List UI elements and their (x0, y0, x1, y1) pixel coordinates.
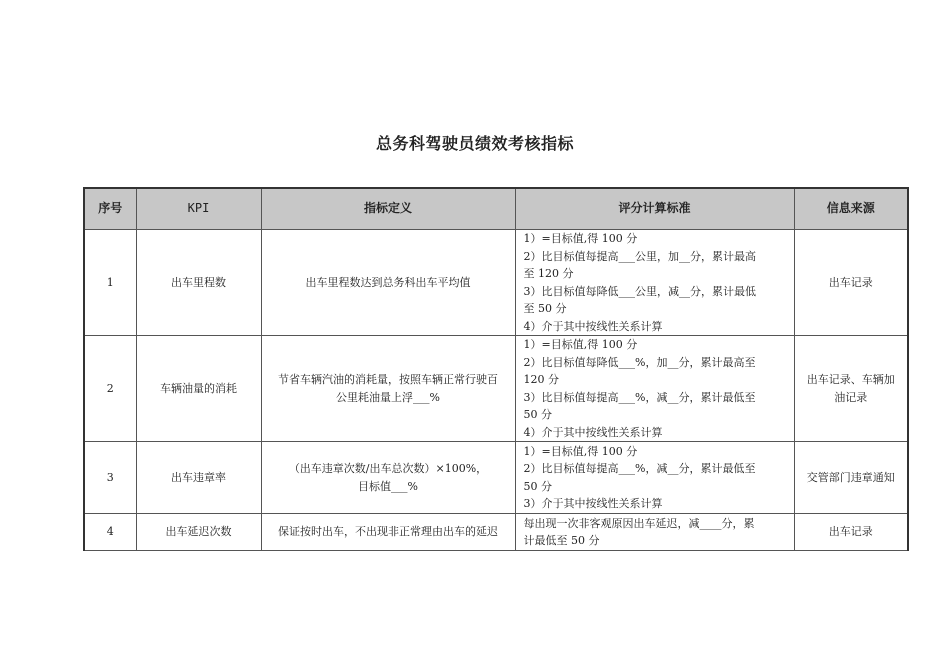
kpi-table (83, 187, 909, 551)
definition-line: 保证按时出车，不出现非正常理由出车的延迟 (278, 525, 498, 539)
criteria-line: 每出现一次非客观原因出车延迟，减____分，累 (523, 516, 755, 530)
criteria-line: 2）比目标值每提高___%，减__分，累计最低至 (523, 462, 756, 475)
criteria-line: 3）比目标值每提高___%，减__分，累计最低至 (523, 390, 756, 404)
row-source (794, 442, 908, 514)
criteria-line: 2）比目标值每降低___%，加__分，累计最高至 (523, 355, 756, 369)
definition-line: 公里耗油量上浮___% (336, 390, 440, 404)
criteria-line: 2）比目标值每提高___公里，加__分，累计最高 (523, 249, 756, 263)
header-kpi: KPI (136, 188, 261, 230)
criteria-line: 3）比目标值每降低___公里，减__分，累计最低 (523, 284, 756, 298)
header-criteria: 评分计算标准 (515, 188, 794, 230)
header-source: 信息来源 (794, 188, 908, 230)
criteria-line: 50 分 (523, 479, 552, 493)
table-header-row (84, 188, 908, 230)
row-definition (261, 514, 515, 551)
row-source (794, 514, 908, 551)
header-no: 序号 (84, 188, 136, 230)
criteria-line: 至 120 分 (523, 267, 574, 280)
row-number: 1 (84, 230, 136, 336)
row-criteria (515, 514, 794, 551)
row-kpi: 出车里程数 (136, 230, 261, 336)
header-definition: 指标定义 (261, 188, 515, 230)
row-number: 3 (84, 442, 136, 514)
criteria-line: 至 50 分 (523, 302, 567, 315)
criteria-line: 4）介于其中按线性关系计算 (523, 319, 663, 333)
document-title: 总务科驾驶员绩效考核指标 (375, 134, 574, 153)
criteria-line: 1）=目标值,得 100 分 (523, 232, 638, 245)
row-criteria (515, 230, 794, 336)
definition-line: 节省车辆汽油的消耗量，按照车辆正常行驶百 (278, 373, 498, 386)
table-row (84, 230, 908, 336)
row-kpi: 出车违章率 (136, 442, 261, 514)
table-row (84, 442, 908, 514)
criteria-line: 计最低至 50 分 (523, 534, 600, 547)
definition-line: （出车违章次数/出车总次数）×100%， (288, 462, 488, 475)
source-line: 油记录 (834, 390, 868, 404)
criteria-line: 1）=目标值,得 100 分 (523, 338, 638, 351)
row-criteria (515, 336, 794, 442)
source-line: 交管部门违章通知 (806, 470, 895, 484)
criteria-line: 4）介于其中按线性关系计算 (523, 425, 663, 439)
row-number: 4 (84, 514, 136, 551)
definition-line: 目标值___% (358, 479, 418, 493)
row-kpi: 出车延迟次数 (136, 514, 261, 551)
row-source (794, 336, 908, 442)
criteria-line: 50 分 (523, 408, 552, 421)
table-row (84, 336, 908, 442)
source-line: 出车记录 (828, 525, 873, 539)
source-line: 出车记录、车辆加 (806, 373, 895, 386)
table-row (84, 514, 908, 551)
row-number: 2 (84, 336, 136, 442)
criteria-line: 3）介于其中按线性关系计算 (523, 497, 663, 510)
row-definition (261, 336, 515, 442)
source-line: 出车记录 (828, 275, 873, 289)
row-definition (261, 230, 515, 336)
row-source (794, 230, 908, 336)
definition-line: 出车里程数达到总务科出车平均值 (305, 275, 471, 289)
criteria-line: 1）=目标值,得 100 分 (523, 444, 638, 458)
criteria-line: 120 分 (523, 373, 559, 386)
row-kpi: 车辆油量的消耗 (136, 336, 261, 442)
row-definition (261, 442, 515, 514)
row-criteria (515, 442, 794, 514)
